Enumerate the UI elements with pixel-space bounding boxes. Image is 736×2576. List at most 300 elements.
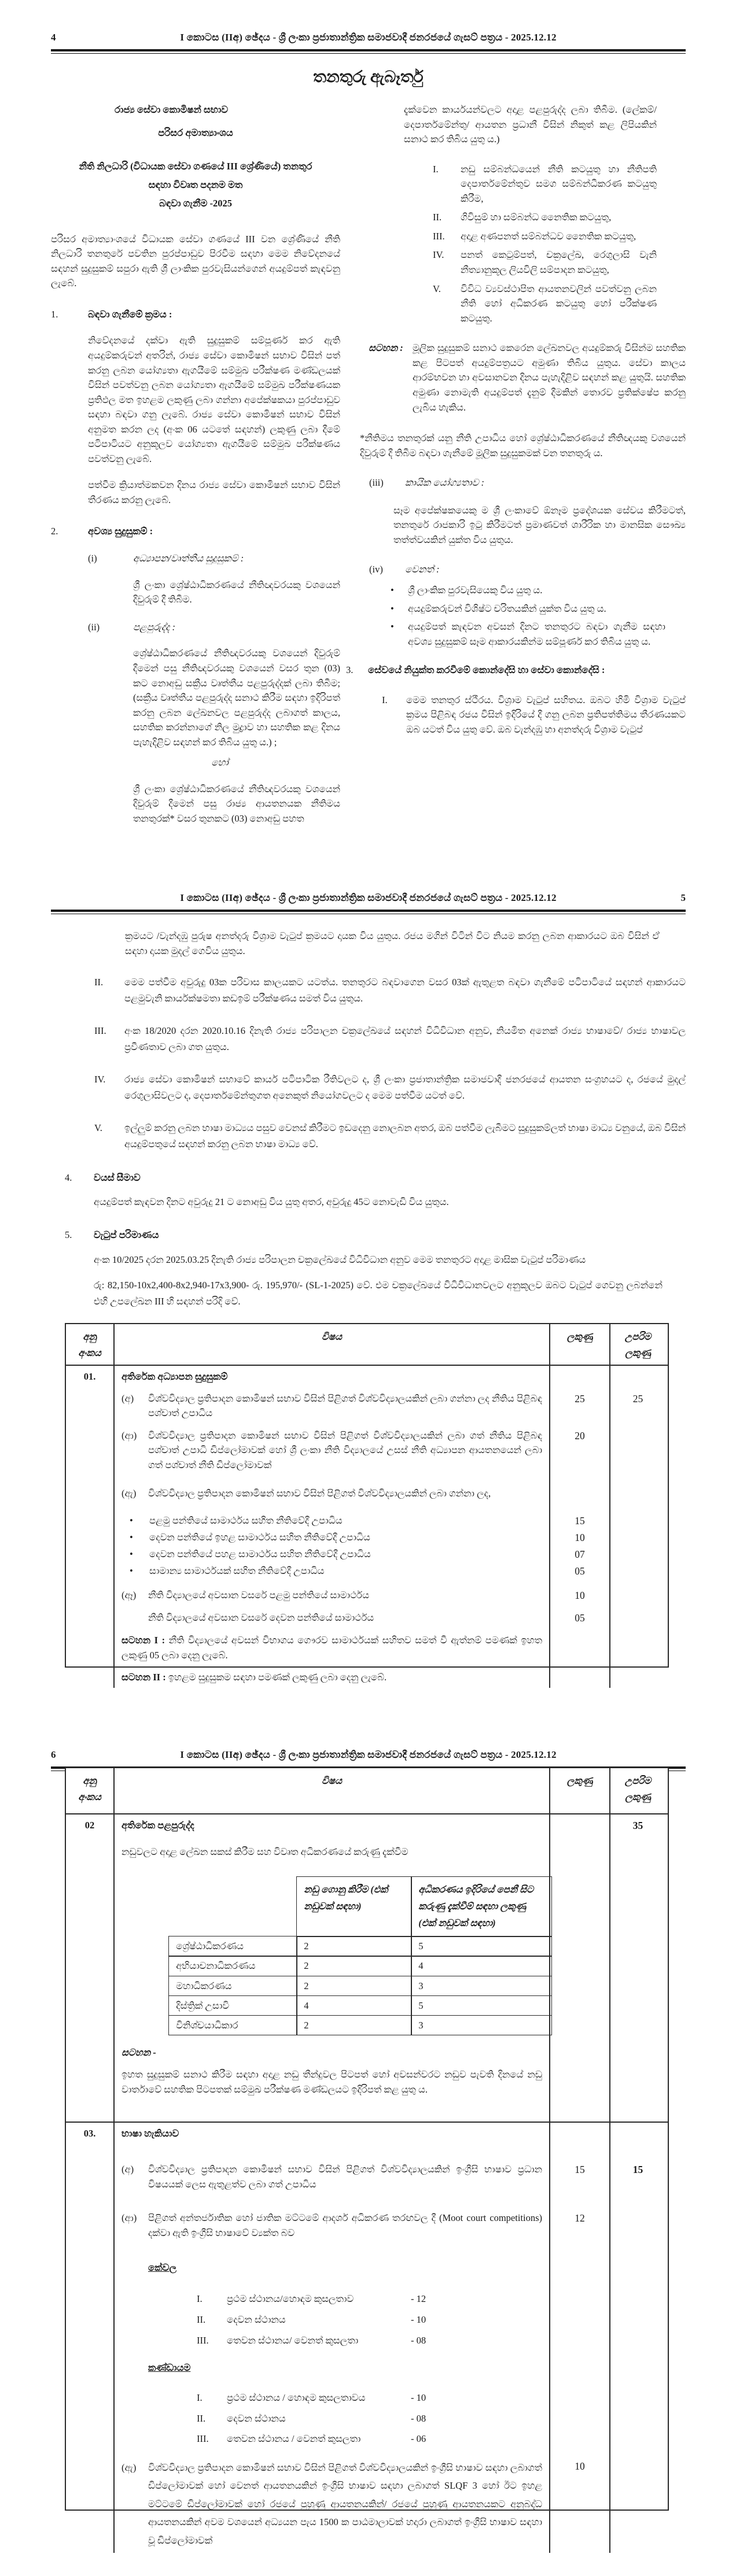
item-iv <box>369 562 686 577</box>
item-text: රාජ්‍ය සේවා කොමිෂන් සභාවේ කාර්ය පටිපාටික රීතිවලට ද, ශ්‍රී ලංකා ප්‍රජාතාන්ත්‍රික සමාජවාදී ජනරජයේ ආයතන සංග්‍රහයට ද, රජයේ මුදල් රෙගුලාසිවලට ද, දෙපාර්තමේන්තුගත අනෙකුත් නියෝගවලට ද මෙම පත්වීම යටත් වේ. <box>124 1074 686 1102</box>
duty-number: II. <box>433 212 442 223</box>
placement-item <box>197 2390 542 2405</box>
item-d <box>115 1580 550 1607</box>
duty-number: I. <box>433 163 439 175</box>
empty-cell <box>610 1366 665 1388</box>
section-number: 2. <box>51 525 58 537</box>
filing-marks: 4 <box>296 1995 412 2016</box>
header-subject: විෂය <box>115 1324 550 1365</box>
header-serial-line: අනු <box>83 1331 97 1342</box>
placement-value: - 06 <box>411 2433 426 2445</box>
row-03-individual-list <box>66 2282 668 2351</box>
sub-label: (අ) <box>122 2164 134 2175</box>
section-5 <box>65 1228 686 1243</box>
page-number: 6 <box>51 1749 56 1760</box>
bullet-icon: • <box>130 1531 133 1543</box>
continuation-paragraph: දැක්වෙන කාර්යයන්වලට අදාළ පළපුරුද්ද ලබා තිබීම. (ලේකම්/ දෙපාර්තමේන්තු/ ආයතන ප්‍රධානී විසින් නිකුත් කළ ලිපියකින් සනාථ කර තිබිය යුතු ය.) <box>404 104 657 145</box>
empty-cell <box>610 2123 665 2154</box>
continuation-paragraph: ක්‍රමයට /වැන්දඹු පුරුෂ අනත්දරු විශ්‍රාම වැටුප් ක්‍රමයට දායක විය යුතුය. රජය මගින් විටින් විට නියම කරනු ලබන ආකාරයට ඔබ විසින් ඒ සඳහා දායක මුදල් ගෙවිය යුතුය. <box>125 930 660 956</box>
bullet-icon: • <box>391 621 394 633</box>
numbered-item <box>94 1120 686 1152</box>
row-01-item-b <box>66 1425 668 1483</box>
duty-item <box>433 282 657 326</box>
sub-text: විශ්වවිද්‍යාල ප්‍රතිපාදන කොමිෂන් සභාව විසින් පිළිගත් විශ්වවිද්‍යාලයකින් ඉංග්‍රීසි භාෂාව සඳහා ලබාගත් ඩිප්ලෝමාවක් හෝ වෙනත් ආයතනයකින් ඉංග්‍රීසි භාෂාව සඳහා ලබාගත් SLQF 3 හෝ ඊට ඉහළ මට්ටමේ ඩිප්ලෝමාවක් හෝ රජයේ පුහුණු ආයතනයකින්/ රජයේ පුහුණු ආයතනයකට අනුබද්ධ ආයතනයකින් අවම වශයෙන් අධ්‍යයන පැය 1500 ක පාඨමාලාවක් හදාරා ලබාගත් ඉංග්‍රීසි භාෂාව සඳහා වූ ඩිප්ලෝමාවක් <box>148 2462 542 2546</box>
empty-cell <box>550 1366 610 1388</box>
duty-item <box>433 162 657 206</box>
empty-cell <box>66 2282 115 2351</box>
item-label: (iii) <box>369 477 384 489</box>
row-02-note-text <box>66 2064 668 2122</box>
row-paragraph: නඩුවලට අදාළ ලේඛන සකස් කිරීම සහ විවෘත අධිකරණයේ කරුණු දැක්වීම <box>115 1841 550 1871</box>
row-01-bullet <box>66 1546 668 1563</box>
placement-text: තෙවන ස්ථානය/ වෙනත් කුසලතා <box>227 2334 359 2346</box>
empty-cell <box>66 2257 115 2282</box>
row-03-item-c <box>66 2452 668 2553</box>
bullet-item <box>115 1513 550 1529</box>
note-text: නීති විද්‍යාලයේ අවසන් විභාගය ගෞරව සාමාර්ථයක් සහිතව සමත් වී ඇත්නම් පමණක් ඉහත ලකුණු 05 ලබා දෙනු ලැබේ. <box>122 1635 542 1661</box>
appearance-marks: 5 <box>411 1936 552 1957</box>
placement-number: III. <box>197 2334 209 2346</box>
bullet-icon: • <box>130 1548 133 1559</box>
condition-number: I. <box>382 694 388 705</box>
item-heading: කායික යෝග්‍යතාව : <box>405 477 485 489</box>
left-column <box>51 101 340 848</box>
appearance-marks: 3 <box>411 1976 552 1997</box>
empty-cell <box>66 1388 115 1425</box>
item-ii-text-2: ශ්‍රී ලංකා ශ්‍රේෂ්ඨාධිකරණයේ නීතිඥවරයකු වශයෙන් දිවුරුම් දීමෙන් පසු රාජ්‍ය ආයතනයක නීතිමය තනතුරක්* වසර තුනකට (03) නොඅඩු පහත <box>133 783 340 825</box>
max-marks-value: 35 <box>632 1820 643 1831</box>
empty-cell <box>66 1513 115 1529</box>
item-label: (iv) <box>369 564 383 575</box>
row-serial: 02 <box>66 1814 115 1841</box>
page-6-header <box>51 1747 686 1762</box>
empty-cell <box>550 2282 610 2351</box>
marks-value: 15 <box>550 1513 610 1529</box>
empty-cell <box>610 1871 665 2042</box>
sub-label: (ආ) <box>122 1429 137 1441</box>
bullet-text: සාමාන්‍ය සාමාර්ථයක් සහිත නීතිවේදී උපාධිය <box>149 1565 325 1577</box>
header-serial-line: අංකය <box>78 1347 101 1359</box>
note-text: ඉහත සුදුසුකම් සනාථ කිරීම සඳහා අදාළ නඩු තීන්දුවල පිටපත් හෝ අවසන්වරට නඩුව පැවති දිනයේ නඩු වාර්තාවේ සහතික පිටපතක් සම්මුඛ පරීක්ෂණ මණ්ඩලයට ඉදිරිපත් කළ යුතු ය. <box>115 2064 550 2122</box>
duty-number: III. <box>433 230 445 242</box>
placement-value: - 10 <box>411 2314 426 2325</box>
bullet-item <box>115 1546 550 1563</box>
note <box>369 341 686 415</box>
item-number: III. <box>94 1025 106 1037</box>
table-note <box>115 1629 550 1666</box>
duty-number: V. <box>433 283 441 294</box>
placement-value: - 10 <box>411 2392 426 2404</box>
empty-cell <box>550 2064 610 2122</box>
filing-marks: 2 <box>296 1976 412 1997</box>
row-01-bullet <box>66 1529 668 1546</box>
item-i-text: ශ්‍රී ලංකා ශ්‍රේෂ්ඨාධිකරණයේ නීතිඥවරයකු වශයෙන් දිවුරුම් දී තිබීම. <box>133 579 340 605</box>
item-b <box>115 2207 550 2257</box>
court-name: දිස්ත්‍රික් උසාවි <box>168 1995 297 2016</box>
empty-cell <box>550 2351 610 2381</box>
empty-cell <box>66 2064 115 2122</box>
empty-cell <box>66 2154 115 2207</box>
item-iv-bullets <box>391 583 665 649</box>
row-01-note-2 <box>66 1666 668 1688</box>
sub-text: පිළිගත් අන්තර්ජාතික හෝ ජාතික මට්ටමේ ආදර්ශ අධිකරණ තරඟවල දී (Moot court competitions) දක්වා ඇති ඉංග්‍රීසි භාෂාවේ ව්‍යක්ත බව <box>148 2212 542 2238</box>
duty-item <box>433 247 657 277</box>
gazette-header-title: I කොටස (IIඅ) ඡේදය - ශ්‍රී ලංකා ප්‍රජාතාන්ත්‍රික සමාජවාදී ජනරජයේ ගැසට් පත්‍රය - 2025.12.12 <box>180 1749 557 1760</box>
header-subject: විෂය <box>115 1768 550 1813</box>
row-serial: 01. <box>66 1366 115 1388</box>
item-label: (i) <box>88 553 97 564</box>
sub-text: නීති විද්‍යාලයේ අවසාන වසරේ පළමු පන්තියේ සාමාර්ථය <box>148 1590 369 1601</box>
row-01-bullet <box>66 1513 668 1529</box>
marks-value: 05 <box>550 1607 610 1629</box>
bullet-icon: • <box>391 585 394 596</box>
org-heading: රාජ්‍ය සේවා කොමිෂන් සභාව <box>115 104 229 115</box>
placement-list <box>115 2282 550 2351</box>
condition-text: මෙම තනතුර ස්ථීරය. විශ්‍රාම වැටුප් සහිතය. ඔබට හිමි විශ්‍රාම වැටුප් ක්‍රමය පිළිබඳ රජය විසින් ඉදිරියේ දී ගනු ලබන ප්‍රතිපත්තිමය තීරණයකට ඔබ යටත් විය යුතු වේ. ඔබ වැන්දඹු හා අනත්දරු විශ්‍රාම වැටුප් <box>406 694 686 735</box>
item-b <box>115 1425 550 1483</box>
marks-table <box>65 1323 669 1683</box>
two-column-layout <box>51 101 686 848</box>
note-label: සටහන I : <box>122 1635 165 1646</box>
empty-cell <box>550 2257 610 2282</box>
header-max-marks <box>610 1324 665 1365</box>
empty-cell <box>66 1871 115 2042</box>
empty-cell <box>550 1483 610 1513</box>
numbered-item <box>94 974 686 1007</box>
row-heading: භාෂා හැකියාව <box>115 2123 550 2154</box>
section-heading: වැටුප් පරිමාණය <box>94 1229 159 1241</box>
section-1-paragraph: පත්වීම ක්‍රියාත්මකවන දිනය රාජ්‍ය සේවා කොමිෂන් සභාව විසින් තීරණය කරනු ලැබේ. <box>88 479 340 506</box>
duty-number: IV. <box>433 249 444 261</box>
placement-text: ප්‍රථම ස්ථානය/හොඳම කුසලතාව <box>227 2293 354 2305</box>
duty-text: විවිධ ව්‍යවස්ථාපිත ආයතනවලින් පවත්වනු ලබන නීති හෝ අධිකරණ කටයුතු හෝ පරීක්ෂණ කටයුතු. <box>461 283 657 324</box>
placement-text: තෙවන ස්ථානය / වෙනත් කුසලතා <box>227 2433 361 2445</box>
row-03-item-b <box>66 2207 668 2257</box>
empty-cell <box>610 2064 665 2122</box>
empty-cell <box>610 1425 665 1483</box>
duty-item <box>433 229 657 244</box>
header-max-marks <box>610 1768 665 1813</box>
sub-text: විශ්වවිද්‍යාල ප්‍රතිපාදන කොමිෂන් සභාව විසින් පිළිගත් විශ්වවිද්‍යාලයකින් ඉංග්‍රීසි භාෂාව ප්‍රධාන විෂයයක් ලෙස ඇතුළත්ව ලබා ගත් උපාධිය <box>148 2164 542 2190</box>
empty-cell <box>610 2282 665 2351</box>
row-heading: අතිරේක පළපුරුද්ද <box>115 1814 550 1841</box>
sub-heading <box>115 2351 550 2381</box>
page-5-body <box>51 927 686 1322</box>
duty-text: ගිවිසුම් හා සම්බන්ධ නෛතික කටයුතු, <box>461 212 612 223</box>
item-label: (ii) <box>88 621 100 633</box>
note-text: මූලික සුදුසුකම් සනාථ කෙරෙන ලේඛනවල අයදුම්කරු විසින්ම සහතික කළ පිටපත් අයදුම්පත්‍රයට අමුණා තිබිය යුතුය. සේවා කාලය ආරම්භවන හා අවසානවන දිනය පැහැදිළිව සඳහන් කළ යුතුයි. සහතික අමුණා නොමැති අයදුම්පත් දැනුම් දීමකින් තොරව ප්‍රතික්ෂේප කරනු ලැබිය හැකිය. <box>413 342 686 413</box>
bullet-item <box>391 619 665 649</box>
placement-text: දෙවන ස්ථානය <box>227 2314 286 2325</box>
page-4 <box>51 30 686 880</box>
numbered-item <box>94 1023 686 1055</box>
placement-item <box>197 2333 542 2348</box>
empty-cell <box>550 1666 610 1688</box>
row-01-note-1 <box>66 1629 668 1666</box>
item-ii-text: ශ්‍රේෂ්ඨාධිකරණයේ නීතිඥවරයකු වශයෙන් දිවුරුම් දීමෙන් පසු නීතිඥවරයකු වශයෙන් වසර තුන (03) කට නොඅඩු සක්‍රීය වෘත්තීය පළපුරුද්දක් ලබා තිබීම; (සක්‍රීය වෘත්තීය පළපුරුද්ද සනාථ කිරීම සඳහා ඉදිරිපත් කරනු ලබන ලේඛනවල පළපුරුද්ද ලබාගත් කාලය, සහතික කරන්නාගේ නිල මුද්‍රාව හා සහතික කළ දිනය පැහැදිළිව සඳහන් කර තිබිය යුතු ය.) ; <box>133 648 340 748</box>
empty-cell <box>66 1580 115 1607</box>
placement-text: ප්‍රථම ස්ථානය / හොඳම කුසලතාවය <box>227 2392 366 2404</box>
empty-cell <box>550 1814 610 1841</box>
empty-cell <box>66 1629 115 1666</box>
placement-value: - 08 <box>411 2334 426 2346</box>
inner-header-filing: නඩු ගොනු කිරීම (එක් නඩුවක් සඳහා) <box>296 1876 412 1937</box>
court-name: මහාධිකරණය <box>168 1976 297 1997</box>
placement-number: II. <box>197 2314 206 2325</box>
empty-cell <box>66 1529 115 1546</box>
header-max-line: ලකුණු <box>625 1791 651 1803</box>
page-5-header <box>51 890 686 906</box>
empty-cell <box>66 1841 115 1871</box>
individual-heading: කේවල <box>148 2262 177 2274</box>
item-a <box>115 1388 550 1425</box>
empty-cell <box>66 2351 115 2381</box>
empty-cell <box>550 2123 610 2154</box>
item-c <box>115 1483 550 1513</box>
empty-cell <box>66 2381 115 2452</box>
row-02-heading <box>66 1813 668 1841</box>
section-1-paragraph: නිවේදනයේ දක්වා ඇති සුදුසුකම් සම්පූර්ණ කර ඇති අයදුම්කරුවන් අතරින්, රාජ්‍ය සේවා කොමිෂන් සභාව විසින් පත් කරනු ලබන යෝග්‍යතා ඇගයීමේ සම්මුඛ පරීක්ෂණ මණ්ඩලයක් විසින් පවත්වනු ලබන යෝග්‍යතා ඇගයීමේ සම්මුඛ පරීක්ෂණයක ප්‍රතිඵල මත ඉහළම ලකුණු ලබා ගන්නා අපේක්ෂකයා පුරප්පාඩුව සඳහා බඳවා ගනු ලැබේ. රාජ්‍ය සේවා කොමිෂන් සභාව විසින් අනුමත කරන ලද (අංක 06 යටතේ සඳහන්) ලකුණු ලබා දීමේ පටිපාටියට අනුකූලව යෝග්‍යතා ඇගයීමේ සම්මුඛ පරීක්ෂණය පවත්වනු ලැබේ. <box>88 335 340 464</box>
sub-label: (අ) <box>122 1392 134 1404</box>
marks-value: 10 <box>550 1529 610 1546</box>
item-number: V. <box>94 1122 102 1134</box>
item-i <box>88 551 340 566</box>
marks-value: 25 <box>550 1388 610 1425</box>
salary-scale: රු: 82,150-10x2,400-8x2,940-17x3,900- රු. 195,970/- (SL-1-2025) වේ. එම චක්‍රලේඛයේ විධිවිධානවලට අනුකූලව ඔබට වැටුප් ගෙවනු ලබන්නේ එහි උපලේඛන III හි සඳහන් පරිදි වේ. <box>94 1279 663 1307</box>
appearance-marks: 5 <box>411 1995 552 2016</box>
bullet-item <box>115 1529 550 1546</box>
post-title-line: සඳහා විවෘත පදනම මත <box>148 179 243 191</box>
empty-cell <box>550 2042 610 2064</box>
inner-table-cell <box>115 1871 550 2042</box>
section-5-text: අංක 10/2025 දරන 2025.03.25 දිනැති රාජ්‍ය පරිපාලන චක්‍රලේඛයේ විධිවිධාන අනුව මෙම තනතුරට අදාළ මාසික වැටුප් පරිමාණය <box>94 1254 586 1265</box>
note-label: සටහන II : <box>122 1671 166 1683</box>
bullet-text: පළමු පන්තියේ සාමාර්ථය සහිත නීතිවේදී උපාධිය <box>149 1514 343 1526</box>
sub-label: (ඈ) <box>122 1590 137 1601</box>
duty-text: පනත් කෙටුම්පත්, චක්‍රලේඛ, රෙගුලාසි වැනි නීත්‍යානුකූල ලියවිලි සම්පාදන කටයුතු, <box>461 249 657 275</box>
section-3 <box>346 663 636 678</box>
table-note <box>115 1666 550 1688</box>
header-serial <box>66 1324 115 1365</box>
bullet-icon: • <box>130 1514 133 1526</box>
page-4-header <box>51 30 686 45</box>
max-marks-value: 25 <box>632 1392 643 1405</box>
empty-cell <box>550 1841 610 1871</box>
empty-cell <box>66 1425 115 1483</box>
sub-label: (ඇ) <box>122 2462 137 2474</box>
row-03-team-list <box>66 2381 668 2452</box>
header-double-rule <box>51 49 686 54</box>
duty-item <box>433 210 657 225</box>
row-03-team-heading <box>66 2351 668 2381</box>
section-number: 5. <box>65 1229 72 1241</box>
court-name: අභියාචනාධිකරණය <box>168 1956 297 1976</box>
empty-cell <box>610 1483 665 1513</box>
item-c <box>115 2452 550 2553</box>
empty-cell <box>66 1546 115 1563</box>
filing-marks: 2 <box>296 2015 412 2036</box>
duty-text: නඩු සම්බන්ධයෙන් නීති කටයුතු හා නීතිපති දෙපාර්තමේන්තුව සමග සම්බන්ධීකරණ කටයුතු කිරීම, <box>461 163 657 204</box>
item-ii <box>88 620 340 635</box>
team-heading: කණ්ඩායම <box>148 2362 191 2374</box>
bullet-item <box>391 583 665 598</box>
empty-cell <box>550 2381 610 2452</box>
header-serial <box>66 1768 115 1813</box>
bullet-item <box>115 1563 550 1580</box>
note-label: සටහන - <box>115 2042 550 2064</box>
inner-blank-cell <box>168 1876 297 1937</box>
section-number: 4. <box>65 1171 72 1183</box>
max-marks-value: 15 <box>632 2164 643 2176</box>
marks-value: 10 <box>550 2452 610 2553</box>
placement-list <box>115 2381 550 2452</box>
post-title-line: නීති නිලධාරි (විධායක සේවා ගණයේ III ශ්‍රේණියේ) තනතුර <box>79 161 312 172</box>
empty-cell <box>610 2257 665 2282</box>
bullet-icon: • <box>391 603 394 614</box>
empty-cell <box>66 2042 115 2064</box>
appearance-marks: 4 <box>411 1956 552 1976</box>
empty-cell <box>610 2351 665 2381</box>
page-number: 4 <box>51 32 56 43</box>
right-column <box>346 101 686 848</box>
header-max-line: උපරිම <box>624 1775 652 1786</box>
empty-cell <box>610 1666 665 1688</box>
sub-text: විශ්වවිද්‍යාල ප්‍රතිපාදන කොමිෂන් සභාව විසින් පිළිගත් විශ්වවිද්‍යාලයකින් ලබා ගත් නීතිය පිළිබඳ පශ්චාත් උපාධි ඩිප්ලෝමාවක් හෝ ශ්‍රී ලංකා නීති විද්‍යාලයේ උසස් නීති අධ්‍යාපන ආයතනයෙන් ලබා ගත් පශ්චාත් නීති ඩිප්ලෝමාවක් <box>148 1429 542 1470</box>
footnote: *නීතිමය තනතුරක් යනු නීති උපාධිය හෝ ශ්‍රේෂ්ඨාධිකරණයේ නීතිඥයකු වශයෙන් දිවුරුම් දී තිබීම බඳවා ගැනීමේ මූලික සුදුසුකමක් වන තනතුරු ය. <box>360 433 686 459</box>
empty-cell <box>610 2452 665 2553</box>
section-number: 1. <box>51 308 58 320</box>
item-text: අංක 18/2020 දරන 2020.10.16 දිනැති රාජ්‍ය පරිපාලන චක්‍රලේඛයේ සඳහන් විධිවිධාන අනුව, නියමිත අනෙක් රාජ්‍ය භාෂාවේ/ රාජ්‍ය භාෂාවල ප්‍රවීණතාව ලබා ගත යුතුය. <box>124 1025 686 1053</box>
empty-cell <box>610 1841 665 1871</box>
court-name: ශ්‍රේෂ්ඨාධිකරණය <box>168 1936 297 1957</box>
row-01-item-c <box>66 1483 668 1513</box>
header-marks: ලකුණු <box>550 1768 610 1813</box>
header-marks: ලකුණු <box>550 1324 610 1365</box>
section-number: 3. <box>346 664 354 676</box>
placement-item <box>197 2411 542 2426</box>
item-number: IV. <box>94 1074 106 1085</box>
item-text: මෙම පත්වීම අවුරුදු 03ක පරිවාස කාලයකට යටත්ය. තනතුරට බඳවාගෙන වසර 03ක් ඇතුළත බඳවා ගැනීමේ පටිපාටියේ සඳහන් ආකාරයට පළමුවැනි කාර්යක්ෂමතා කඩඉම් පරීක්ෂණය සමත් විය යුතුය. <box>124 977 686 1004</box>
note-label: සටහන : <box>369 342 403 354</box>
header-serial-line: අංකය <box>78 1791 101 1803</box>
row-02-note-heading <box>66 2042 668 2064</box>
empty-cell <box>550 1871 610 2042</box>
placement-number: I. <box>197 2392 203 2404</box>
item-text: ඉල්ලුම් කරනු ලබන භාෂා මාධ්‍යය පසුව වෙනස් කිරීමට ඉඩදෙනු නොලබන අතර, ඔබ පත්වීම ලැබීමට සුදුසුකම්ලත් භාෂා මාධ්‍ය වනුයේ, ඔබ විසින් අයදුම්පතුයේ සඳහන් කරනු ලබන භාෂා මාධ්‍ය වේ. <box>124 1122 686 1150</box>
empty-cell <box>610 1529 665 1546</box>
item-iii <box>369 475 686 490</box>
ministry-heading: පරිසර අමාත්‍යාංශය <box>158 127 233 138</box>
filing-marks: 2 <box>296 1936 412 1957</box>
table-header-row <box>66 1768 668 1813</box>
empty-cell <box>550 1629 610 1666</box>
appearance-marks: 3 <box>411 2015 552 2036</box>
duties-list <box>433 162 657 326</box>
bullet-text: අයදුම්පත් කැඳවන අවසන් දිනට තනතුරට බඳවා ගැනීම සඳහා අවශ්‍ය සුදුසුකම් සෑම ආකාරයකින්ම සම්පූර්ණ කර තිබිය යුතු ය. <box>408 621 665 647</box>
note-text: ඉහළම සුදුසුකම සඳහා පමණක් ලකුණු ලබා දෙනු ලැබේ. <box>168 1671 387 1683</box>
empty-cell <box>610 2207 665 2257</box>
table-header-row <box>66 1324 668 1365</box>
row-serial: 03. <box>66 2123 115 2154</box>
item-a <box>115 2154 550 2207</box>
marks-table-continued <box>65 1767 669 2546</box>
placement-value: - 08 <box>411 2412 426 2424</box>
section-heading: වයස් සීමාව <box>94 1171 141 1183</box>
row-heading: අතිරේක අධ්‍යාපන සුදුසුකම් <box>115 1366 550 1388</box>
header-max-line: ලකුණු <box>625 1347 651 1359</box>
row-01-bullet <box>66 1563 668 1580</box>
duty-text: අදාළ අණපනත් සම්බන්ධව නෛතික කටයුතු, <box>461 230 636 242</box>
sub-text: විශ්වවිද්‍යාල ප්‍රතිපාදන කොමිෂන් සභාව විසින් පිළිගත් විශ්වවිද්‍යාලයකින් ලබා ගන්නා ලද නීතිය පිළිබඳ පශ්චාත් උපාධිය <box>148 1392 542 1419</box>
placement-value: - 12 <box>411 2293 426 2305</box>
marks-value: 10 <box>550 1580 610 1607</box>
row-01-item-a <box>66 1388 668 1425</box>
post-title <box>51 157 340 213</box>
empty-cell <box>66 1666 115 1688</box>
row-01-heading <box>66 1365 668 1388</box>
section-4 <box>65 1170 686 1185</box>
empty-cell <box>66 1607 115 1629</box>
bullet-text: ශ්‍රී ලාංකික පුරවැසියෙකු විය යුතු ය. <box>408 585 543 596</box>
empty-cell <box>66 2207 115 2257</box>
placement-item <box>197 2312 542 2327</box>
empty-cell <box>610 2381 665 2452</box>
header-serial-line: අනු <box>83 1775 97 1786</box>
placement-item <box>197 2292 542 2307</box>
item-heading: අධ්‍යාපන/වෘත්තීය සුදුසුකම් : <box>133 553 244 564</box>
sub-text: නීති විද්‍යාලයේ අවසාන වසරේ දෙවන පන්තියේ සාමාර්ථය <box>115 1607 550 1629</box>
row-03-individual-heading <box>66 2257 668 2282</box>
placement-text: දෙවන ස්ථානය <box>227 2412 286 2424</box>
sub-heading <box>115 2257 550 2282</box>
page-6 <box>51 1747 686 2546</box>
placement-item <box>197 2431 542 2446</box>
court-name: විනිශ්චයාධිකාර <box>168 2015 297 2036</box>
page-number: 5 <box>680 892 686 903</box>
section-2 <box>51 524 340 539</box>
empty-cell <box>610 1580 665 1607</box>
or-word: හෝ <box>211 757 229 768</box>
main-title: තනතුරු ඇබෑර්තු <box>313 68 424 87</box>
empty-cell <box>610 1629 665 1666</box>
marks-value: 15 <box>550 2154 610 2207</box>
empty-cell <box>610 2042 665 2064</box>
bullet-text: දෙවන පන්තියේ ඉහළ සාමාර්ථය සහිත නීතිවේදී උපාධිය <box>149 1531 370 1543</box>
row-02-paragraph <box>66 1841 668 1871</box>
header-double-rule <box>51 910 686 914</box>
bullet-text: අයදුම්කරුවන් විශිෂ්ට චරිතයකින් යුක්ත විය යුතු ය. <box>408 603 606 614</box>
empty-cell <box>610 1607 665 1629</box>
empty-cell <box>610 1546 665 1563</box>
marks-value: 07 <box>550 1546 610 1563</box>
inner-header-appear: අධිකරණය ඉදිරියේ පෙනී සිට කරුණු දැක්වීම් සඳහා ලකුණු (එක් නඩුවක් සඳහා) <box>411 1876 552 1937</box>
post-title-line: බඳවා ගැනීම -2025 <box>159 198 232 209</box>
row-01-item-d <box>66 1580 668 1607</box>
section-heading: බඳවා ගැනීමේ ක්‍රමය : <box>88 308 172 320</box>
placement-number: II. <box>197 2412 206 2424</box>
gazette-header-title: I කොටස (IIඅ) ඡේදය - ශ්‍රී ලංකා ප්‍රජාතාන්ත්‍රික සමාජවාදී ජනරජයේ ගැසට් පත්‍රය - 2025.12.12 <box>180 32 557 43</box>
empty-cell <box>610 1563 665 1580</box>
page-5 <box>51 890 686 1738</box>
empty-cell <box>66 1483 115 1513</box>
court-marks-table <box>169 1877 542 2035</box>
bullet-text: දෙවන පන්තියේ පහළ සාමාර්ථය සහිත නීතිවේදී උපාධිය <box>149 1548 371 1559</box>
inner-table-grid <box>169 1877 542 2035</box>
section-1 <box>51 307 340 322</box>
numbered-item <box>94 1071 686 1104</box>
empty-cell <box>66 2452 115 2553</box>
section-heading: අවශ්‍ය සුදුසුකම් : <box>88 525 153 537</box>
